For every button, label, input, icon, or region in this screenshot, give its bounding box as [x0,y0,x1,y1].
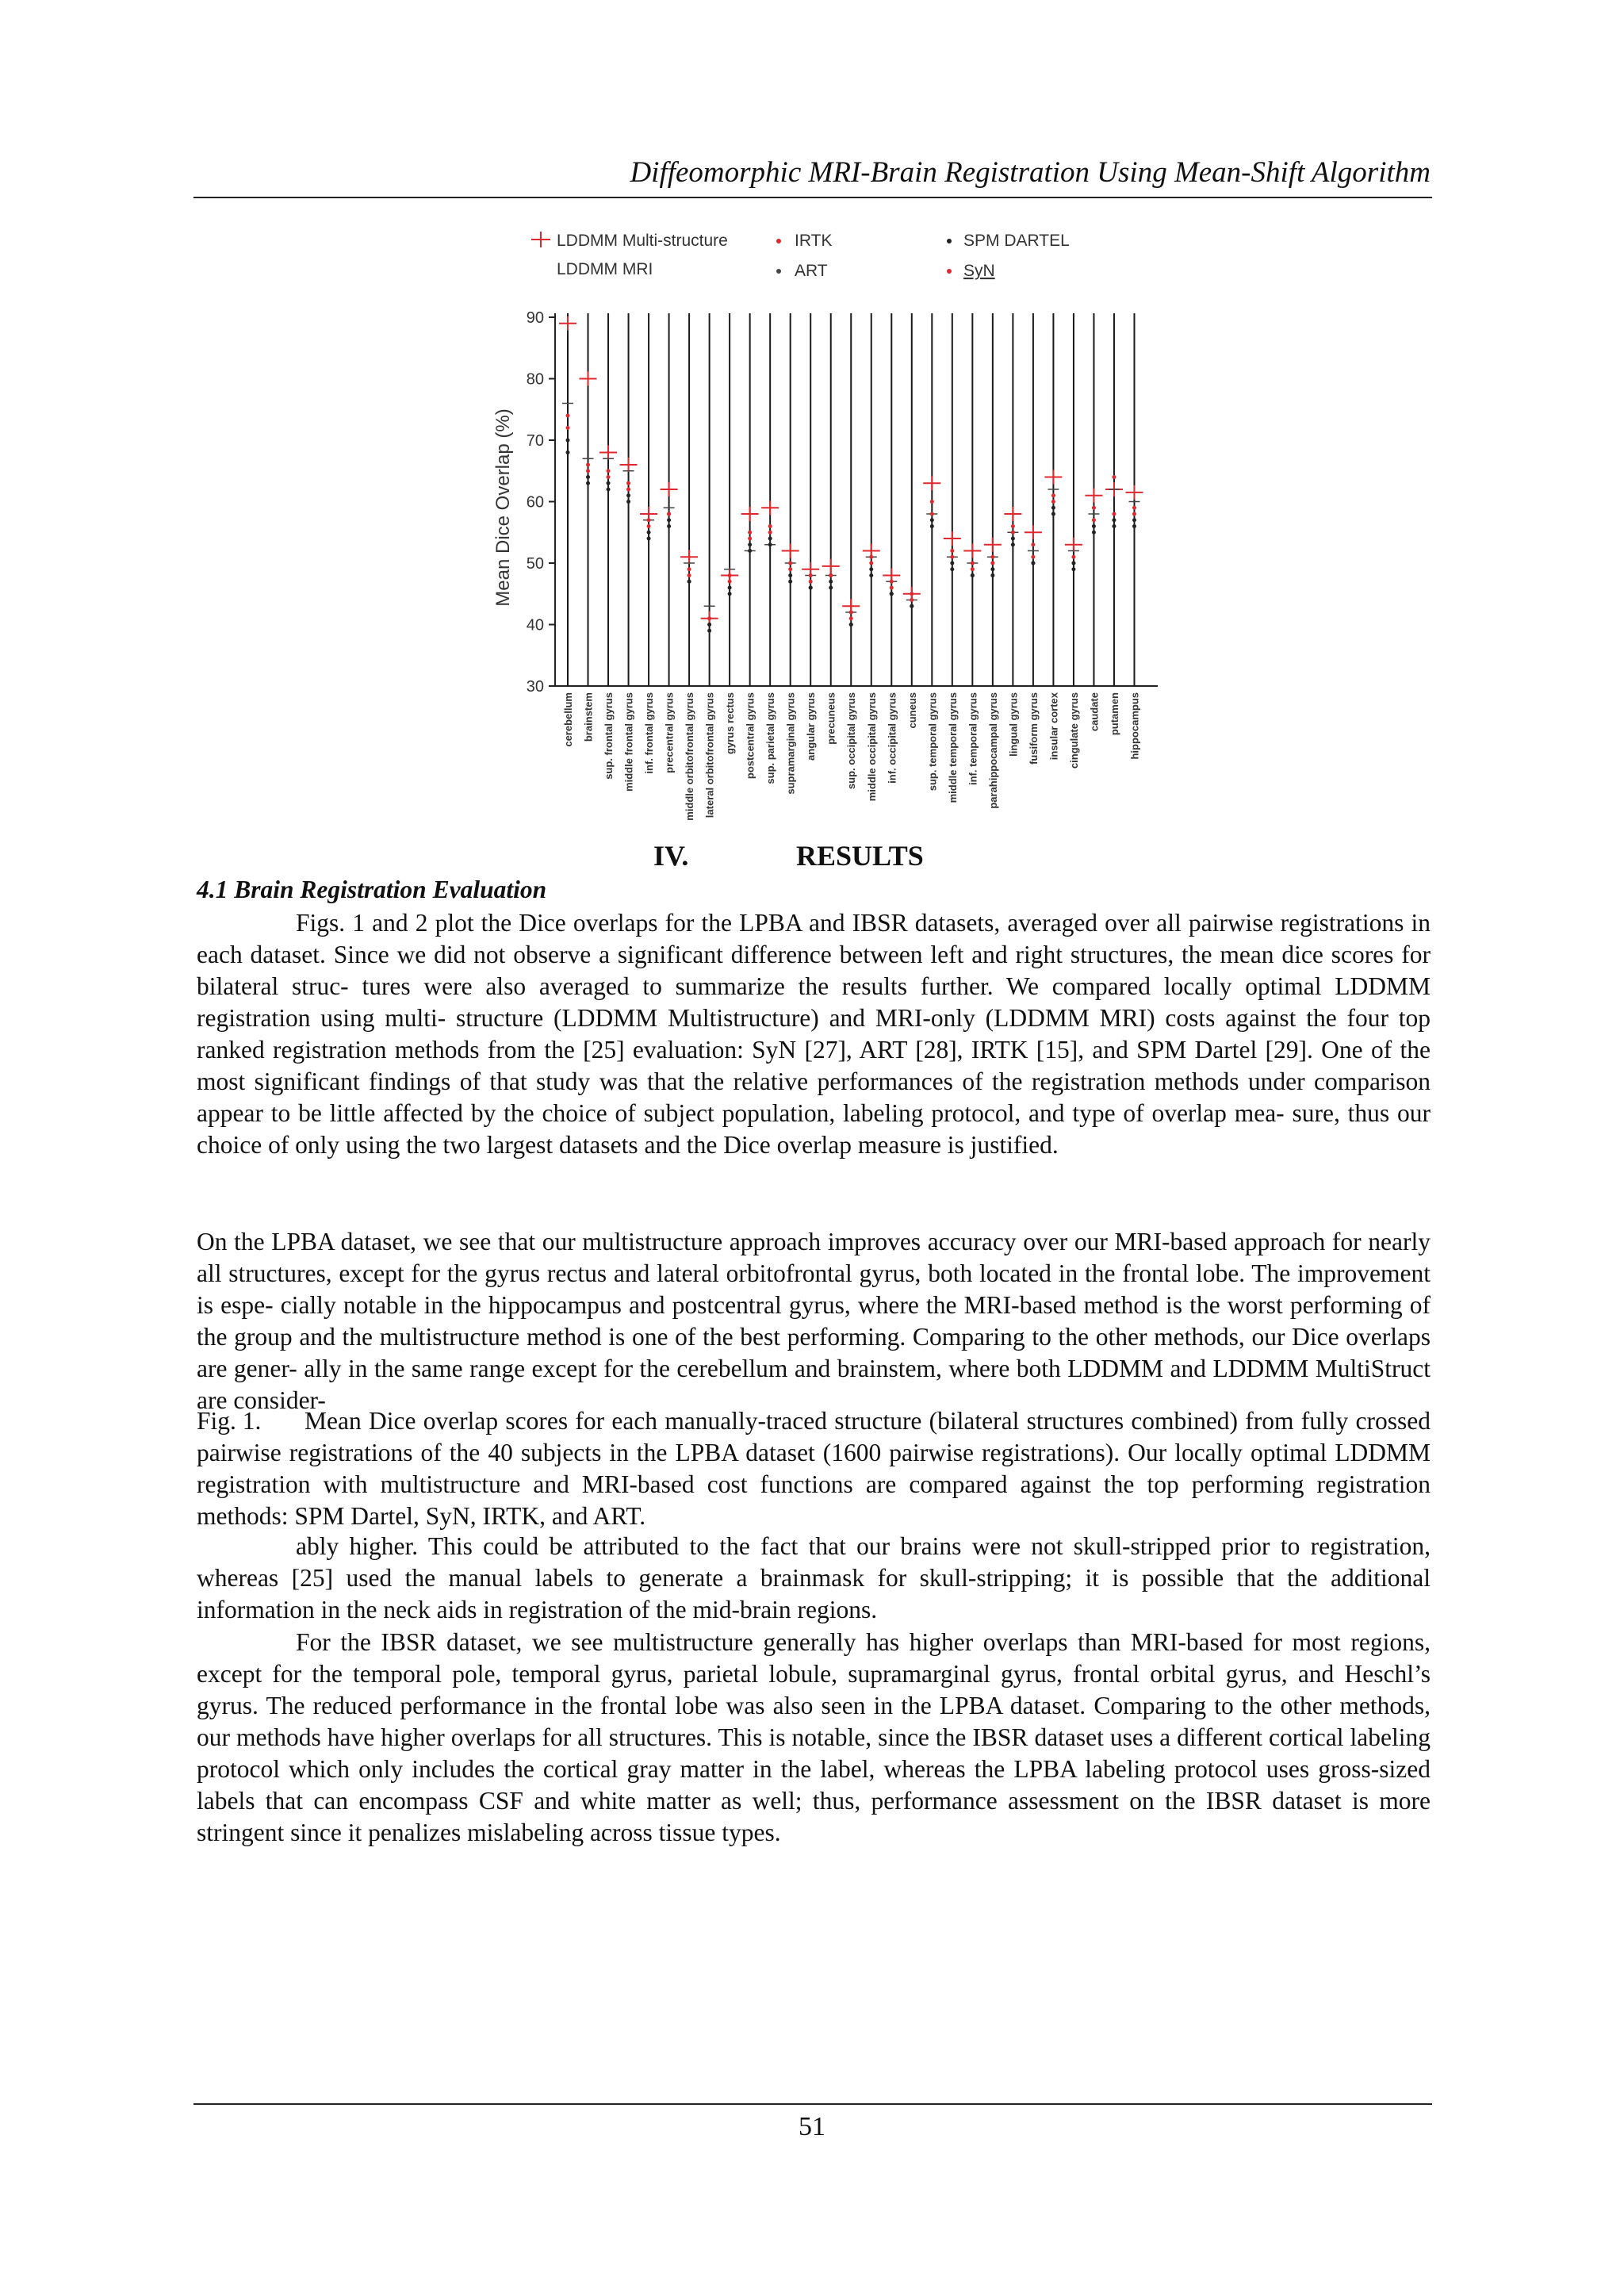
point-spm-dartel [768,542,772,546]
x-tick-label: fusiform gyrus [1027,692,1040,765]
x-tick-label: caudate [1088,692,1101,732]
x-tick-labels [562,692,1140,821]
x-tick-label: inf. occipital gyrus [886,692,898,784]
point-spm-dartel [1112,518,1116,522]
y-tick-label: 60 [526,493,544,512]
point-irtk [950,555,954,559]
footer-rule [193,2103,1432,2105]
x-tick-label: cuneus [906,692,918,729]
point-syn [748,531,752,535]
point-irtk [809,580,813,584]
x-tick-label: inf. frontal gyrus [643,692,656,774]
point-art [1132,524,1136,528]
point-irtk [971,567,975,571]
y-tick-label: 90 [526,309,544,327]
point-spm-dartel [829,586,833,590]
x-tick-label: sup. occipital gyrus [845,692,858,790]
point-irtk [1092,518,1096,522]
point-syn [607,469,611,473]
point-spm-dartel [626,500,630,504]
x-tick-label: hippocampus [1128,692,1141,760]
point-spm-dartel [566,450,570,454]
point-art [829,580,833,584]
point-syn [849,611,853,615]
point-spm-dartel [647,537,651,541]
x-tick-label: middle orbitofrontal gyrus [684,692,696,821]
point-spm-dartel [728,592,732,596]
point-art [768,537,772,541]
point-irtk [748,537,752,541]
point-syn [768,524,772,528]
running-header: Diffeomorphic MRI-Brain Registration Using Mean-Shift Algorithm [630,156,1431,189]
point-syn [688,567,691,571]
point-irtk [849,616,853,620]
point-art [748,542,752,546]
point-spm-dartel [950,567,954,571]
point-syn [1092,506,1096,510]
point-art [647,531,651,535]
point-spm-dartel [1071,567,1075,571]
point-irtk [869,562,873,565]
y-tick-label: 50 [526,555,544,573]
point-art [1051,506,1055,510]
point-syn [990,555,994,559]
point-art [1092,531,1096,535]
point-spm-dartel [930,524,934,528]
point-spm-dartel [1092,524,1096,528]
point-spm-dartel [890,592,894,596]
x-tick-label: postcentral gyrus [744,692,756,780]
legend-label-irtk: IRTK [795,232,833,250]
point-art [950,562,954,565]
y-axis [527,309,1158,696]
point-art [607,481,611,485]
x-tick-label: sup. parietal gyrus [764,692,777,784]
point-syn [1051,493,1055,497]
x-tick-label: cerebellum [562,692,574,747]
point-art [1011,537,1015,541]
dice-overlap-chart [476,222,1174,841]
point-spm-dartel [667,524,671,528]
point-spm-dartel [1031,562,1035,565]
x-tick-label: sup. temporal gyrus [926,692,939,792]
plot-area [559,313,1143,686]
legend-label-art: ART [795,262,828,280]
section-heading [653,839,924,872]
point-spm-dartel [910,604,914,608]
point-irtk [768,531,772,535]
x-tick-label: precuneus [825,692,837,745]
y-tick-label: 30 [526,678,544,696]
point-syn [788,562,792,565]
point-irtk [1051,500,1055,504]
point-irtk [688,573,691,577]
point-spm-dartel [849,623,853,627]
point-spm-dartel [1132,518,1136,522]
legend-marker-art [776,269,781,274]
x-tick-label: middle occipital gyrus [865,692,878,802]
x-tick-label: supramarginal gyrus [784,692,797,795]
x-tick-label: inf. temporal gyrus [967,692,979,786]
point-art [788,573,792,577]
x-tick-label: sup. frontal gyrus [603,692,615,780]
section-title: RESULTS [796,840,924,872]
point-syn [626,481,630,485]
figure-caption [197,1405,1431,1532]
point-irtk [647,524,651,528]
point-syn [647,518,651,522]
caption-text: Mean Dice overlap scores for each manually-traced structure (bilateral structures combined) from fully crossed pairwise registrations of the 40 subjects in the LPBA dataset (1600 pairwise registrations). Our locally optimal LDDMM registration with multistructure and MRI-based cost functions are compared against the top performing registration methods: SPM Dartel, SyN, IRTK, and ART. [197,1407,1431,1530]
point-irtk [728,580,732,584]
point-irtk [930,512,934,516]
legend-label-dartel: SPM DARTEL [963,232,1070,250]
chart-legend [531,232,1070,280]
point-irtk [1132,512,1136,516]
legend-marker-syn [947,269,952,274]
point-syn [930,500,934,504]
point-syn [1112,475,1116,479]
point-syn [707,616,711,620]
point-irtk [890,586,894,590]
paragraph-4: For the IBSR dataset, we see multistructure generally has higher overlaps than MRI-based for most regions, except for the temporal pole, temporal gyrus, parietal lobule, supramarginal gyrus, frontal orbital gyrus, and Heschl’s gyrus. The reduced performance in the frontal lobe was also seen in the LPBA dataset. Comparing to the other methods, our methods have higher overlaps for all structures. This is notable, since the IBSR dataset uses a different cortical labeling protocol which only includes the cortical gray matter in the label, whereas the LPBA labeling protocol uses gross-sized labels that can encompass CSF and white matter as well; thus, performance assessment on the IBSR dataset is more stringent since it penalizes mislabeling across tissue types. [197,1628,1431,1846]
point-syn [667,512,671,516]
legend-label-multi: LDDMM Multi-structure [557,232,728,250]
point-irtk [566,426,570,430]
point-syn [1132,506,1136,510]
point-spm-dartel [990,573,994,577]
point-spm-dartel [586,481,590,485]
section-number: IV. [653,840,689,872]
point-irtk [990,562,994,565]
point-art [1071,562,1075,565]
point-irtk [586,469,590,473]
x-tick-label: brainstem [582,692,595,742]
figure-1-chart [476,222,1174,841]
point-art [990,567,994,571]
point-spm-dartel [869,573,873,577]
point-art [667,518,671,522]
x-tick-label: middle frontal gyrus [622,692,635,792]
point-syn [586,463,590,467]
point-syn [971,562,975,565]
legend-marker-dartel [947,239,952,243]
point-art [728,586,732,590]
point-spm-dartel [607,488,611,492]
point-syn [950,549,954,553]
header-rule [193,197,1432,198]
x-tick-label: lingual gyrus [1007,692,1020,757]
point-irtk [1112,512,1116,516]
x-tick-label: angular gyrus [805,692,818,761]
page-number: 51 [799,2112,825,2141]
point-spm-dartel [748,549,752,553]
point-irtk [910,598,914,602]
point-syn [728,573,732,577]
paragraph-2: On the LPBA dataset, we see that our multistructure approach improves accuracy over our MRI-based approach for nearly all structures, except for the gyrus rectus and lateral orbitofrontal gyrus, both located in the frontal lobe. The improvement is espe- cially notable in the hippocampus and postcentral gyrus, where the MRI-based method is the worst performing of the group and the multistructure method is one of the best performing. Comparing to the other methods, our Dice overlaps are gener- ally in the same range except for the cerebellum and brainstem, where both LDDMM and LDDMM MultiStruct are consider- [197,1228,1431,1414]
subsection-title: 4.1 Brain Registration Evaluation [197,876,547,903]
point-spm-dartel [788,580,792,584]
point-art [626,493,630,497]
point-syn [809,573,813,577]
x-tick-label: putamen [1108,692,1120,736]
x-tick-label: insular cortex [1048,692,1060,761]
point-spm-dartel [707,623,711,627]
point-art [566,439,570,443]
y-axis-label: Mean Dice Overlap (%) [492,408,514,607]
x-tick-label: middle temporal gyrus [946,692,959,803]
point-irtk [788,567,792,571]
point-art [1112,524,1116,528]
point-spm-dartel [1011,542,1015,546]
legend-label-mri: LDDMM MRI [557,260,653,278]
legend-marker-irtk [776,239,781,243]
point-syn [566,414,570,418]
paragraph-1: Figs. 1 and 2 plot the Dice overlaps for the LPBA and IBSR datasets, averaged over all pairwise registrations in each dataset. Since we did not observe a significant difference between left and right structures, the mean dice scores for bilateral struc- tures were also averaged to summarize the results further. We compared locally optimal LDDMM registration using multi- structure (LDDMM Multistructure) and MRI-only (LDDMM MRI) costs against the four top ranked registration methods from the [25] evaluation: SyN [27], ART [28], IRTK [15], and SPM Dartel [29]. One of the most significant findings of that study was that the relative performances of the registration methods under comparison appear to be little affected by the choice of subject population, labeling protocol, and type of overlap mea- sure, thus our choice of only using the two largest datasets and the Dice overlap measure is justified. [197,909,1431,1159]
point-syn [1031,542,1035,546]
x-tick-label: lateral orbitofrontal gyrus [703,692,716,818]
x-tick-label: parahippocampal gyrus [986,692,999,809]
point-syn [890,580,894,584]
point-art [586,475,590,479]
point-irtk [626,488,630,492]
point-syn [1011,524,1015,528]
caption-label: Fig. 1. [197,1407,262,1435]
x-tick-label: gyrus rectus [724,692,737,755]
point-spm-dartel [688,580,691,584]
y-tick-label: 40 [526,616,544,634]
point-irtk [1031,555,1035,559]
point-art [869,567,873,571]
point-spm-dartel [971,573,975,577]
point-spm-dartel [1051,512,1055,516]
x-tick-label: precentral gyrus [663,692,676,773]
point-irtk [607,475,611,479]
paragraph-3: ably higher. This could be attributed to the fact that our brains were not skull-stripped prior to registration, whereas [25] used the manual labels to generate a brainmask for skull-stripping; it is possible that the additional information in the neck aids in registration of the mid-brain regions. [197,1532,1431,1623]
point-syn [829,573,833,577]
point-syn [869,555,873,559]
y-tick-label: 70 [526,432,544,450]
point-spm-dartel [809,586,813,590]
x-tick-label: cingulate gyrus [1067,692,1080,769]
point-syn [910,592,914,596]
point-art [707,629,711,633]
y-tick-label: 80 [526,370,544,389]
point-irtk [1011,531,1015,535]
legend-label-syn: SyN [963,262,995,280]
point-art [930,518,934,522]
point-syn [1071,555,1075,559]
